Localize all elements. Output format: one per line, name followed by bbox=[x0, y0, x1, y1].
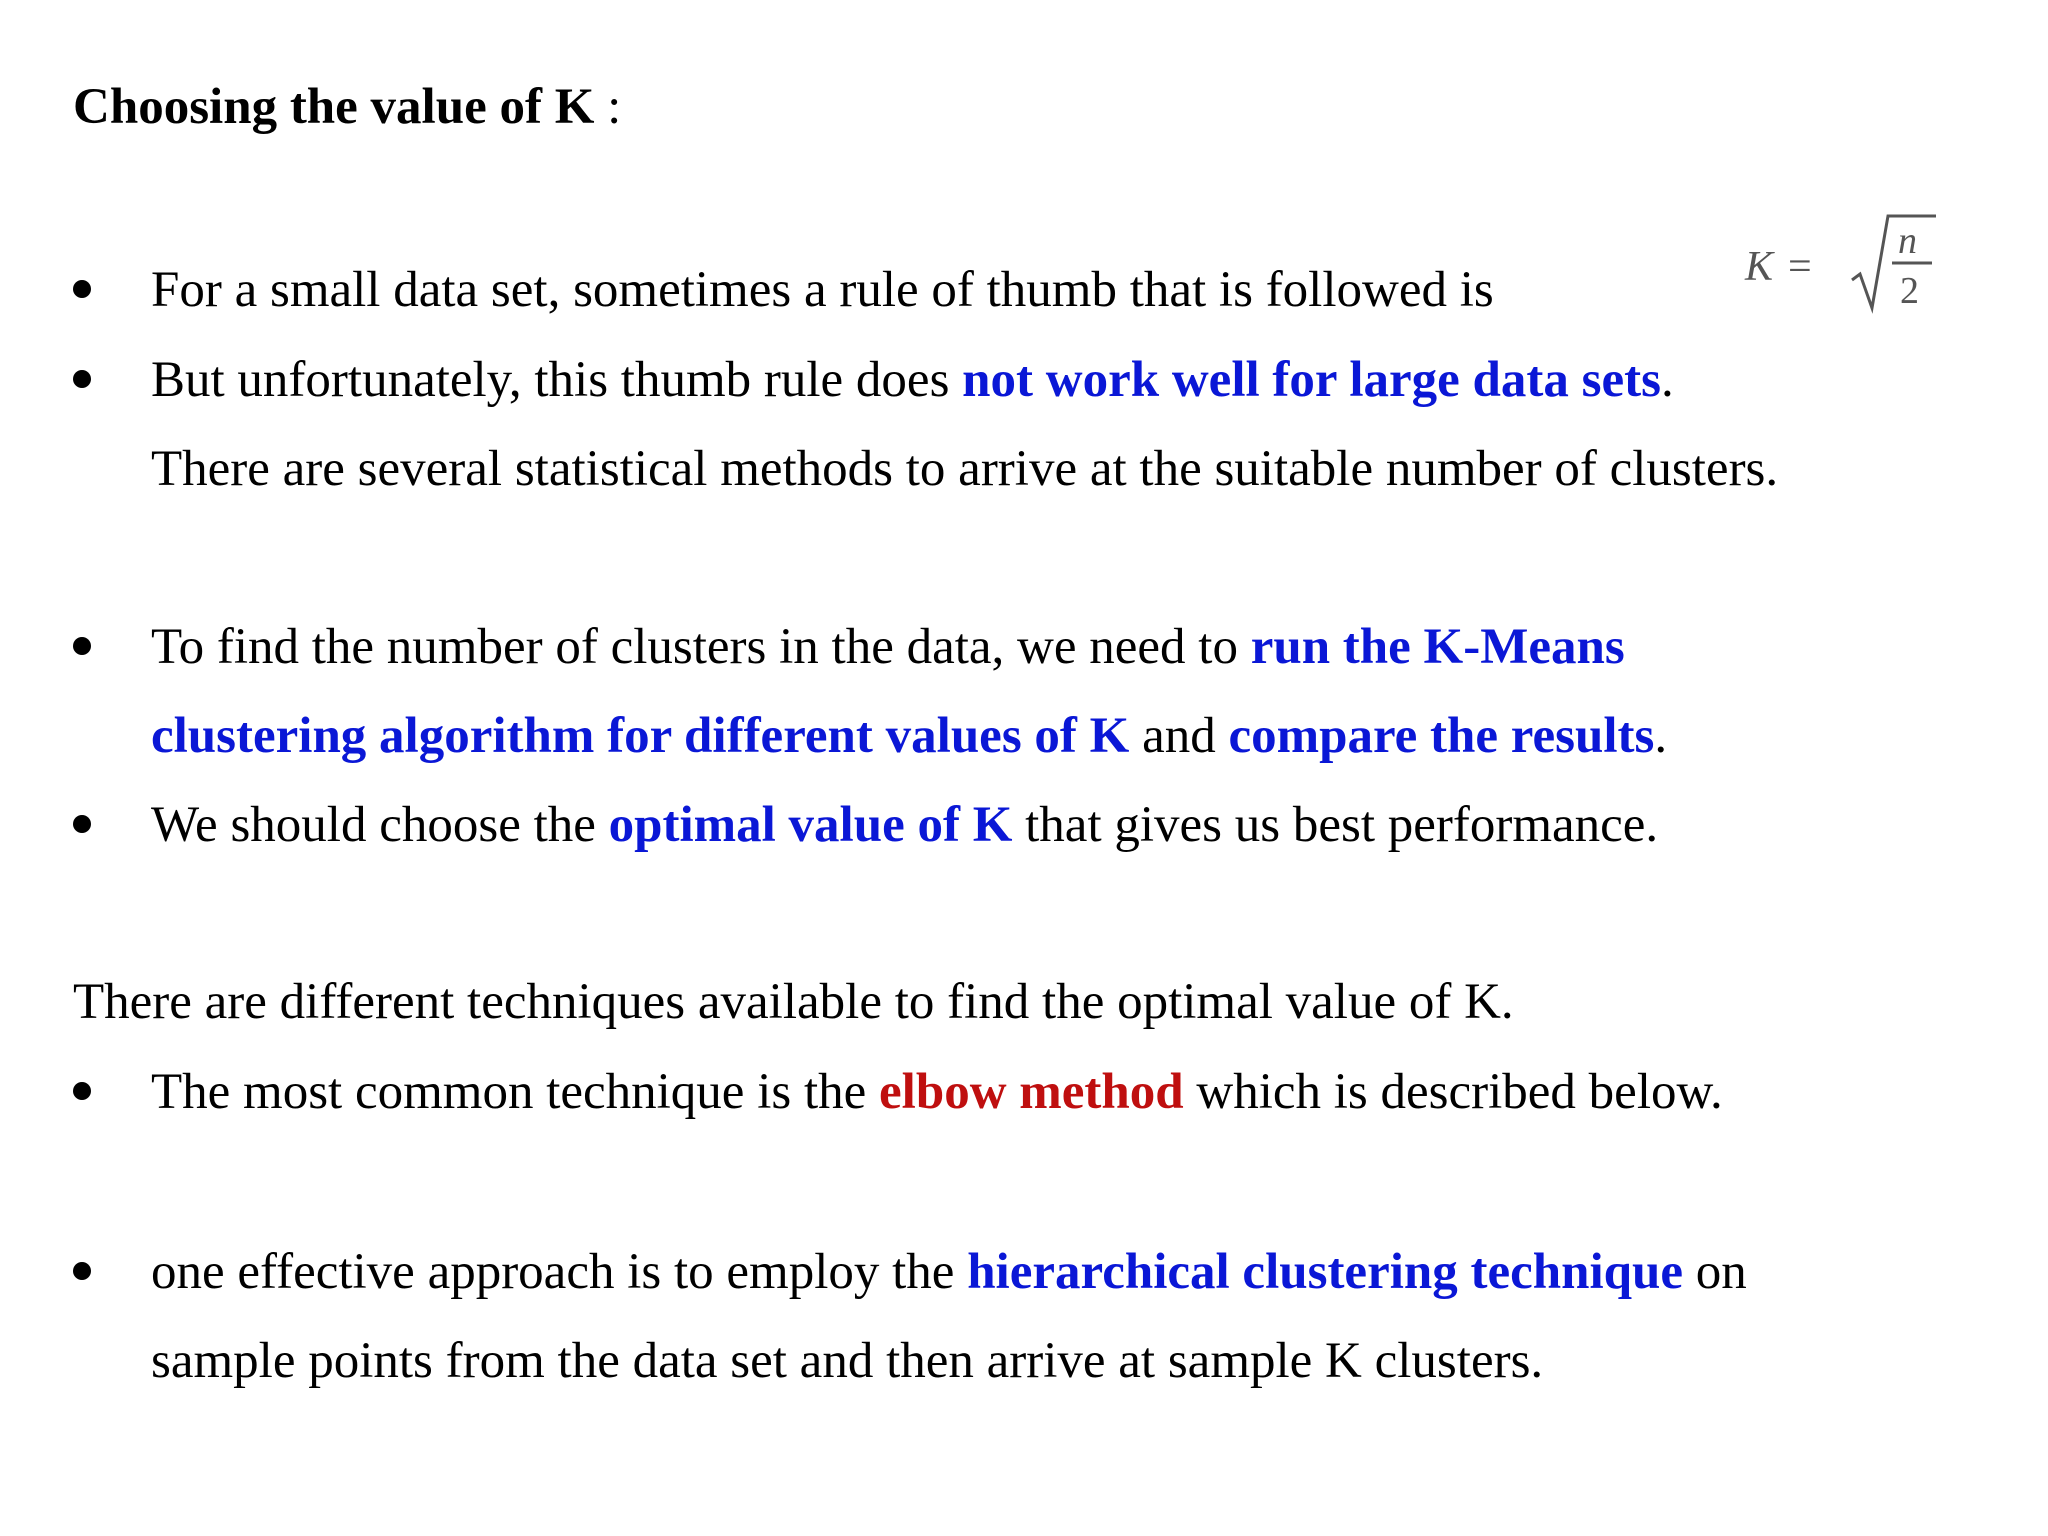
techniques-paragraph: There are different techniques available to find the optimal value of K. bbox=[73, 974, 1514, 1030]
bullet-5-highlight: elbow method bbox=[879, 1064, 1184, 1120]
title-text: Choosing the value of K bbox=[73, 79, 595, 135]
k-formula bbox=[1740, 208, 1940, 318]
bullet-1-text: For a small data set, sometimes a rule of thumb that is followed is bbox=[151, 262, 1494, 318]
bullet-2-period: . bbox=[1660, 352, 1674, 408]
bullet-6-text: one effective approach is to employ the bbox=[151, 1244, 968, 1300]
bullet-4-line bbox=[151, 797, 1659, 853]
bullet-2-highlight: not work well for large data sets bbox=[962, 352, 1661, 408]
bullet-5-line bbox=[151, 1064, 1723, 1120]
page-title bbox=[73, 78, 621, 136]
formula-denominator: 2 bbox=[1900, 270, 1919, 312]
bullet-3-text: To find the number of clusters in the data, we need to bbox=[151, 619, 1251, 675]
bullet-3-and: and bbox=[1129, 708, 1229, 764]
title-colon: : bbox=[594, 79, 622, 135]
formula-numerator: n bbox=[1898, 220, 1917, 262]
bullet-1 bbox=[73, 280, 91, 298]
bullet-5-tail: which is described below. bbox=[1183, 1064, 1723, 1120]
bullet-3-highlight-1: run the K-Means bbox=[1250, 619, 1625, 675]
bullet-3-line-1 bbox=[151, 619, 1625, 675]
formula-eq: = bbox=[1788, 244, 1812, 290]
bullet-4-highlight: optimal value of K bbox=[608, 797, 1013, 853]
bullet-4 bbox=[73, 815, 91, 833]
bullet-2-line-2: There are several statistical methods to arrive at the suitable number of clusters. bbox=[151, 441, 1779, 497]
bullet-5-text: The most common technique is the bbox=[151, 1064, 880, 1120]
bullet-3-highlight-2: clustering algorithm for different values of K bbox=[151, 708, 1130, 764]
bullet-3-highlight-3: compare the results bbox=[1228, 708, 1655, 764]
bullet-3 bbox=[73, 637, 91, 655]
formula-lhs: K bbox=[1745, 244, 1774, 290]
bullet-2 bbox=[73, 370, 91, 388]
bullet-2-line-1 bbox=[151, 352, 1674, 408]
bullet-6-tail: on bbox=[1683, 1244, 1747, 1300]
bullet-4-text: We should choose the bbox=[151, 797, 609, 853]
bullet-5 bbox=[73, 1082, 91, 1100]
bullet-3-line-2 bbox=[151, 708, 1668, 764]
bullet-6-line-1 bbox=[151, 1244, 1747, 1300]
bullet-6-highlight: hierarchical clustering technique bbox=[967, 1244, 1684, 1300]
bullet-3-period: . bbox=[1654, 708, 1668, 764]
bullet-6 bbox=[73, 1262, 91, 1280]
bullet-2-text: But unfortunately, this thumb rule does bbox=[151, 352, 963, 408]
bullet-6-line-2: sample points from the data set and then arrive at sample K clusters. bbox=[151, 1333, 1544, 1389]
bullet-4-tail: that gives us best performance. bbox=[1012, 797, 1659, 853]
